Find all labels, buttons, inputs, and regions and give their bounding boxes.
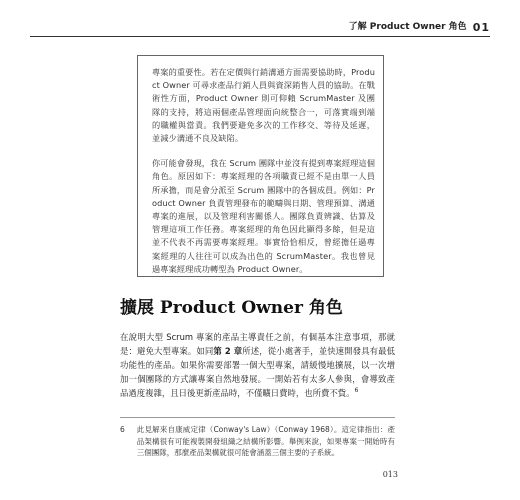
- header-rule: [30, 36, 490, 37]
- sidebar-paragraph-2: 你可能會發現，我在 Scrum 團隊中並沒有提到專案經理這個角色。原因如下：專案經理的各項職責已經不是由單一人員所承擔，而是會分派至 Scrum 團隊中的各個成員。例如：Product Owner 負責管理發布的範疇與日期、管理預算、溝通專案的進展，以及管理利害關係人。團隊負責辨識、估算及管理這項工作任務。專案經理的角色因此顯得多餘，但是這並不代表不再需要專案經理。事實恰恰相反，曾經擔任過專案經理的人往往可以成為出色的 ScrumMaster。我也曾見過專案經理成功轉型為 Product Owner。: [152, 158, 375, 274]
- footnote: [120, 424, 395, 459]
- header-title: 了解 Product Owner 角色: [348, 22, 467, 32]
- footnote-text: 此見解來自康威定律（Conway's Law）（Conway 1968）。這定律指出：產品架構很有可能複製開發組織之結構所影響。舉例來說，如果專案一開始時有三個團隊，那麼產品架構就很可能會涵蓋三個主要的子系統。: [136, 425, 395, 457]
- chapter-number: 01: [472, 21, 490, 34]
- sidebar-paragraph-1: 專案的重要性。若在定價與行銷溝通方面需要協助時，Product Owner 可尋求產品行銷人員與資深銷售人員的協助。在戰術性方面，Product Owner 則可仰賴 ScrumMaster 及團隊的支持，將這兩個產品管理面向統整合一，可落實端到端的職權與當責。我們要避免多次的工作移交、等待及延遲，並減少溝通不良及缺陷。: [152, 67, 375, 144]
- footnote-reference: 6: [354, 387, 359, 395]
- page-number: 013: [382, 470, 398, 479]
- section-heading: 擴展 Product Owner 角色: [120, 298, 343, 318]
- body-text-end: 所述，從小處著手，並快速開發具有最低功能性的產品。如果你需要部署一個大型專案，請緩慢地擴展，以一次增加一個團隊的方式讓專案自然地發展。一開始若有太多人參與，會導致產品過度複雜，且日後更新產品時，不僅曠日費時，也所費不貲。: [120, 346, 395, 398]
- chapter-reference: 第 2 章: [213, 346, 243, 356]
- body-paragraph: [120, 330, 395, 400]
- body-text-start: 在說明大型 Scrum 專案的產品主導責任之前，有個基本注意事項，那就是：避免大型專案。如同: [120, 332, 395, 356]
- footnote-rule: [120, 417, 395, 418]
- footnote-number: 6: [120, 425, 125, 434]
- running-header: [349, 18, 490, 34]
- sidebar-box: [137, 55, 384, 277]
